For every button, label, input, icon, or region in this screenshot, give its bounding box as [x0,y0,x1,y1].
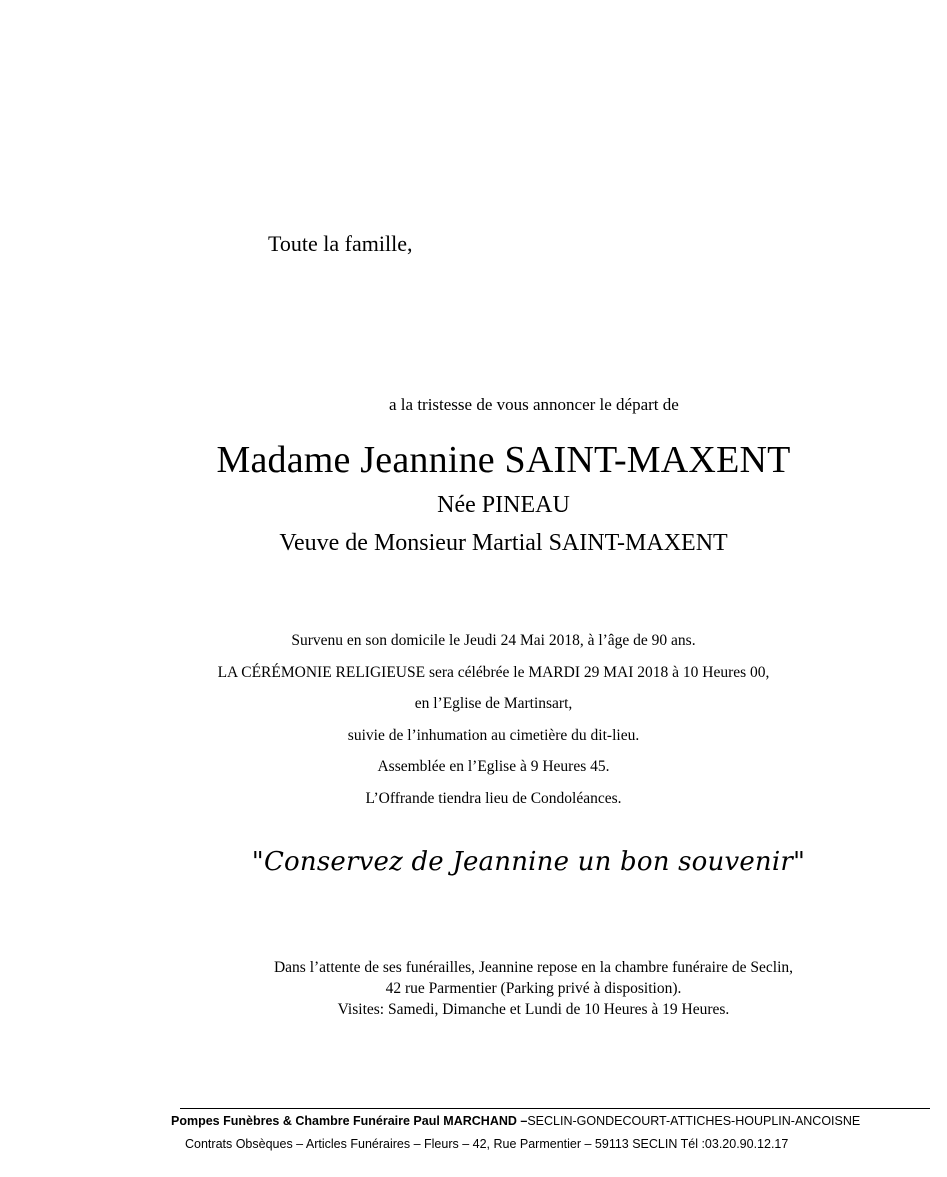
footer-contact-line: Contrats Obsèques – Articles Funéraires – Fleurs – 42, Rue Parmentier – 59113 SECLIN Tél :03.20.90.12.17 [185,1137,789,1151]
church-line: en l’Eglise de Martinsart, [414,695,573,712]
footer-company-line [171,1114,860,1128]
ceremony-details [40,629,947,818]
ceremony-line: LA CÉRÉMONIE RELIGIEUSE sera célébrée le MARDI 29 MAI 2018 à 10 Heures 00, [217,663,770,681]
offering-line: L’Offrande tiendra lieu de Condoléances. [365,789,622,807]
family-greeting: Toute la famille, [268,231,413,256]
footer-company-name: Pompes Funèbres & Chambre Funéraire Paul MARCHAND – [171,1114,528,1128]
rest-address-line: 42 rue Parmentier (Parking privé à disposition). [385,980,682,997]
deceased-name: Madame Jeannine SAINT-MAXENT [216,439,791,481]
footer-divider [180,1108,930,1109]
assembly-line: Assemblée en l’Eglise à 9 Heures 45. [377,758,610,775]
memorial-quote: "Conservez de Jeannine un bon souvenir" [251,847,806,877]
footer-locations: SECLIN-GONDECOURT-ATTICHES-HOUPLIN-ANCOISNE [527,1114,861,1128]
maiden-name: Née PINEAU [437,492,570,518]
widow-of: Veuve de Monsieur Martial SAINT-MAXENT [279,530,728,556]
rest-location-line: Dans l’attente de ses funérailles, Jeannine repose en la chambre funéraire de Seclin, [273,959,794,976]
announcement-intro: a la tristesse de vous annoncer le départ de [389,395,679,414]
funeral-home-info [120,957,947,1020]
death-info-line: Survenu en son domicile le Jeudi 24 Mai 2018, à l’âge de 90 ans. [291,632,696,649]
visiting-hours-line: Visites: Samedi, Dimanche et Lundi de 10 Heures à 19 Heures. [337,1001,730,1018]
burial-line: suivie de l’inhumation au cimetière du dit-lieu. [347,726,640,744]
